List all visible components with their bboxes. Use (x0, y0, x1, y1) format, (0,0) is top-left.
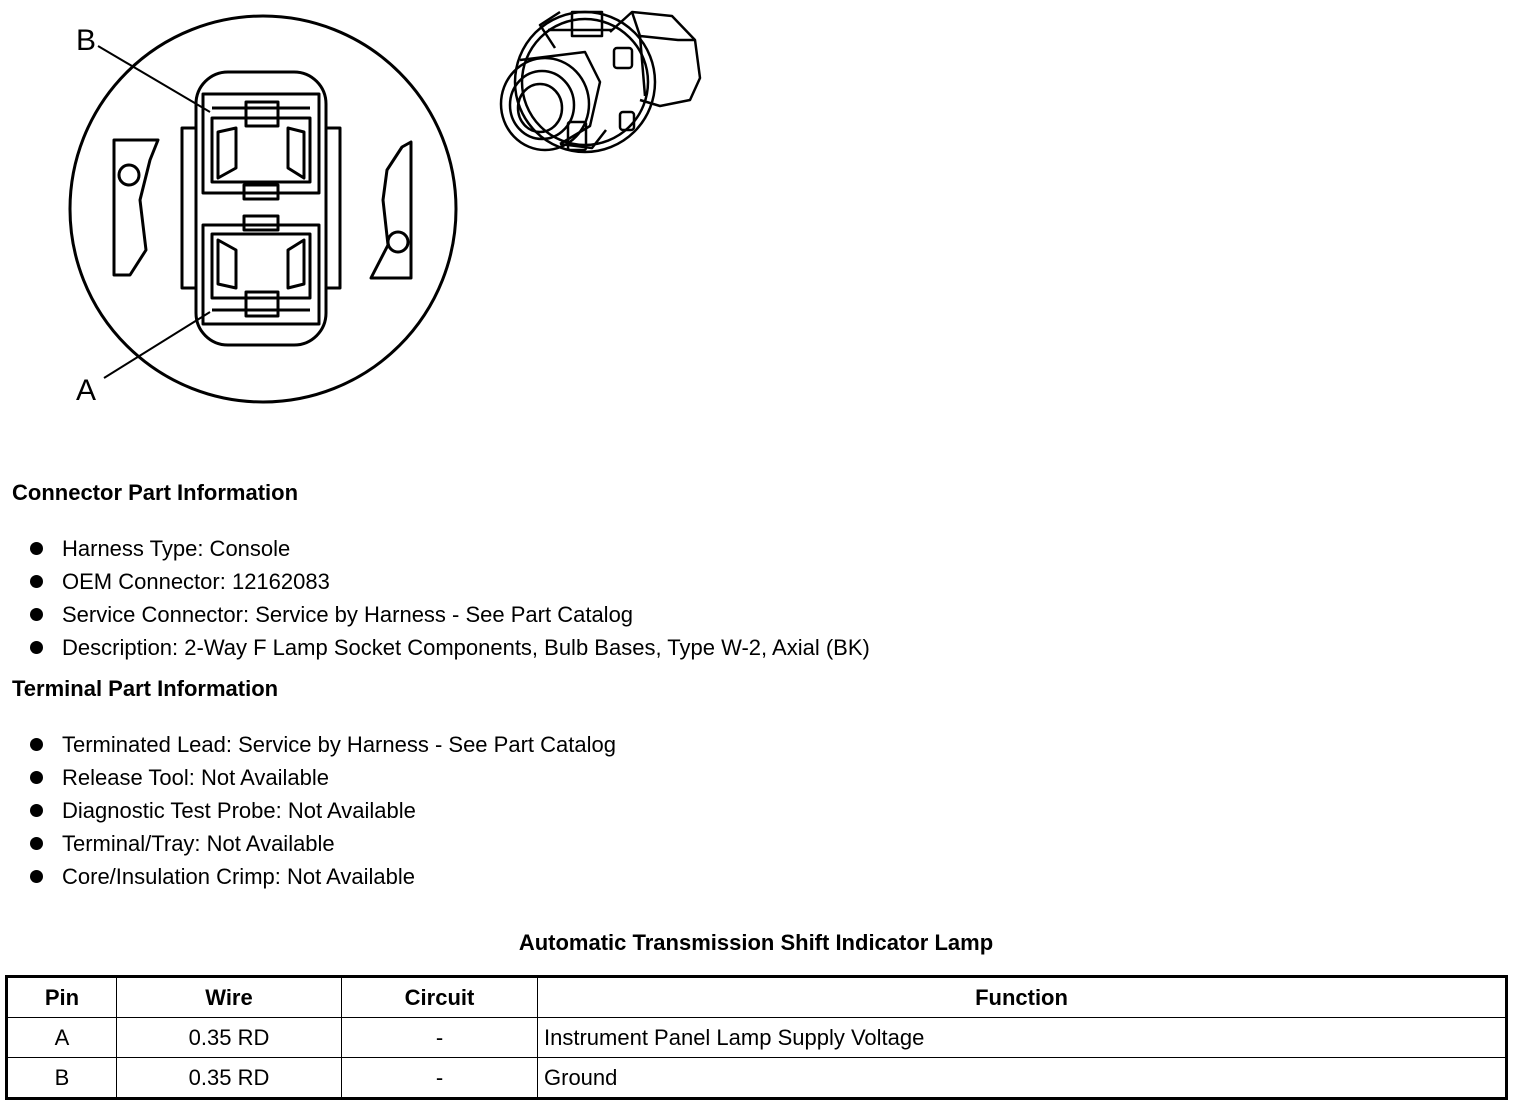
connector-face-diagram (0, 0, 760, 420)
terminal-housing (196, 72, 326, 345)
header-function: Function (538, 977, 1507, 1018)
cell-circuit: - (342, 1058, 538, 1099)
bullet-icon (30, 641, 43, 654)
connector-part-info-heading: Connector Part Information (12, 480, 299, 505)
list-item: Release Tool: Not Available (30, 761, 616, 794)
table-row (7, 1058, 1507, 1099)
bullet-icon (30, 771, 43, 784)
list-item: Core/Insulation Crimp: Not Available (30, 860, 616, 893)
pin-table-title: Automatic Transmission Shift Indicator Lamp (518, 930, 994, 955)
list-item: Harness Type: Console (30, 532, 870, 565)
bullet-icon (30, 575, 43, 588)
table-header-row (7, 977, 1507, 1018)
list-item: Terminal/Tray: Not Available (30, 827, 616, 860)
table-row (7, 1018, 1507, 1058)
lamp-socket-illustration (501, 12, 700, 152)
cell-function: Instrument Panel Lamp Supply Voltage (538, 1018, 1507, 1058)
header-wire: Wire (117, 977, 342, 1018)
pin-table (5, 975, 1508, 1100)
cell-function: Ground (538, 1058, 1507, 1099)
label-pin-a: A (76, 374, 97, 407)
cell-pin: B (7, 1058, 117, 1099)
label-pin-b: B (76, 24, 97, 57)
header-pin: Pin (7, 977, 117, 1018)
terminal-part-info-list (30, 728, 616, 893)
cell-circuit: - (342, 1018, 538, 1058)
header-circuit: Circuit (342, 977, 538, 1018)
terminal-part-info-heading: Terminal Part Information (12, 676, 279, 701)
bullet-icon (30, 738, 43, 751)
cavity-a (212, 216, 310, 316)
cell-wire: 0.35 RD (117, 1058, 342, 1099)
bullet-icon (30, 870, 43, 883)
list-item: OEM Connector: 12162083 (30, 565, 870, 598)
bullet-icon (30, 804, 43, 817)
bullet-icon (30, 837, 43, 850)
list-item: Description: 2-Way F Lamp Socket Components, Bulb Bases, Type W-2, Axial (BK) (30, 631, 870, 664)
left-latch (114, 140, 158, 275)
list-item: Diagnostic Test Probe: Not Available (30, 794, 616, 827)
cell-pin: A (7, 1018, 117, 1058)
cavity-b (212, 102, 310, 199)
bullet-icon (30, 542, 43, 555)
list-item: Terminated Lead: Service by Harness - See Part Catalog (30, 728, 616, 761)
cell-wire: 0.35 RD (117, 1018, 342, 1058)
bullet-icon (30, 608, 43, 621)
right-latch (371, 142, 411, 278)
list-item: Service Connector: Service by Harness - See Part Catalog (30, 598, 870, 631)
connector-part-info-list (30, 532, 870, 664)
